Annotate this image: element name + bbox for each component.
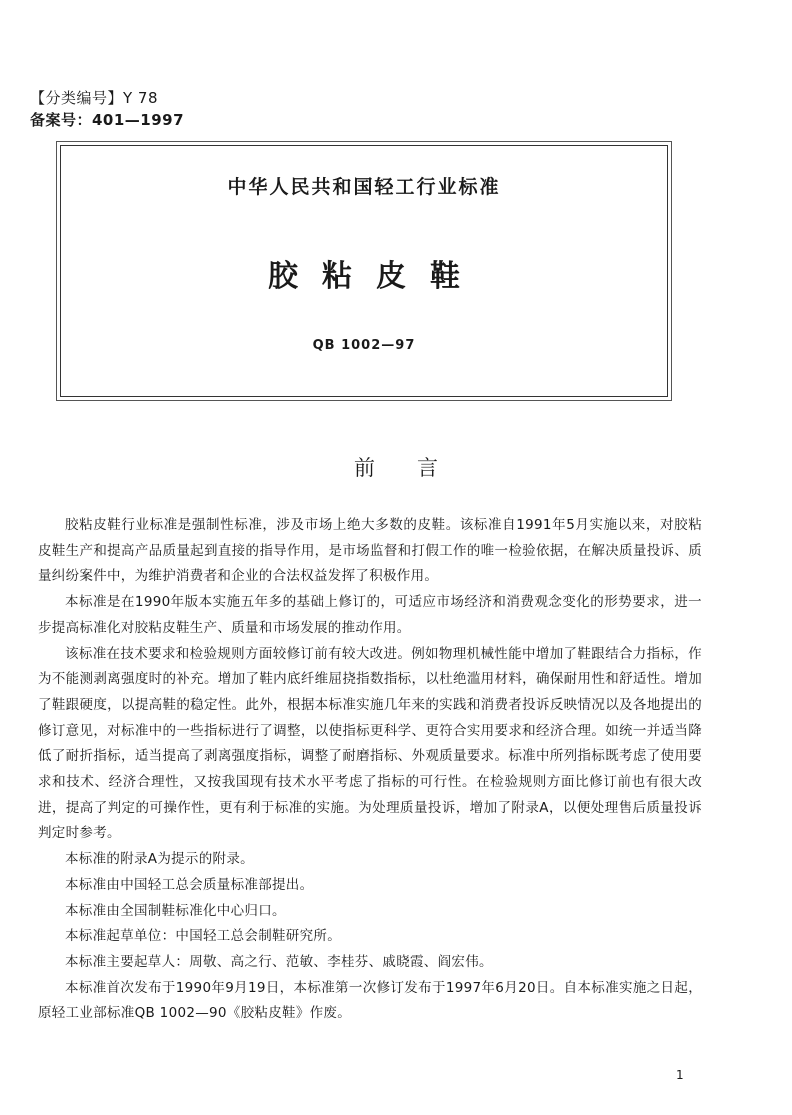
standard-title: 胶粘皮鞋	[268, 259, 484, 294]
foreword-paragraph: 该标准在技术要求和检验规则方面较修订前有较大改进。例如物理机械性能中增加了鞋跟结合力指标，作为不能测剥离强度时的补充。增加了鞋内底纤维屈挠指数指标，以杜绝滥用材料，确保耐用性和舒适性。增加了鞋跟硬度，以提高鞋的稳定性。此外，根据本标准实施几年来的实践和消费者投诉反映情况以及各地提出的修订意见，对标准中的一些指标进行了调整，以使指标更科学、更符合实用要求和经济合理。如统一并适当降低了耐折指标，适当提高了剥离强度指标，调整了耐磨指标、外观质量要求。标准中所列指标既考虑了使用要求和技术、经济合理性，又按我国现有技术水平考虑了指标的可行性。在检验规则方面比修订前也有很大改进，提高了判定的可操作性，更有利于标准的实施。为处理质量投诉，增加了附录A，以便处理售后质量投诉判定时参考。	[38, 645, 702, 842]
record-number: 备案号：401—1997	[30, 111, 185, 129]
cover-title-box	[60, 145, 668, 397]
foreword-paragraph: 本标准起草单位：中国轻工总会制鞋研究所。	[65, 928, 341, 945]
foreword-paragraph: 本标准的附录A为提示的附录。	[65, 851, 254, 868]
foreword-paragraph: 本标准由全国制鞋标准化中心归口。	[65, 902, 286, 919]
foreword-heading: 前言	[354, 456, 480, 480]
foreword-paragraph: 胶粘皮鞋行业标准是强制性标准，涉及市场上绝大多数的皮鞋。该标准自1991年5月实施以来，对胶粘皮鞋生产和提高产品质量起到直接的指导作用，是市场监督和打假工作的唯一检验依据，在解决质量投诉、质量纠纷案件中，为维护消费者和企业的合法权益发挥了积极作用。	[38, 517, 702, 585]
foreword-paragraph: 本标准主要起草人：周敬、高之行、范敏、李桂芬、戚晓霞、阎宏伟。	[65, 953, 493, 970]
foreword-paragraph: 本标准由中国轻工总会质量标准部提出。	[65, 876, 314, 893]
foreword-paragraph: 本标准是在1990年版本实施五年多的基础上修订的，可适应市场经济和消费观念变化的形势要求，进一步提高标准化对胶粘皮鞋生产、质量和市场发展的推动作用。	[38, 594, 702, 636]
standard-code: QB 1002—97	[312, 338, 416, 353]
page-number: 1	[676, 1068, 684, 1082]
classification-number: 【分类编号】Y 78	[30, 89, 159, 107]
issuer-title: 中华人民共和国轻工行业标准	[227, 176, 501, 198]
foreword-body	[38, 513, 702, 1027]
foreword-paragraph: 本标准首次发布于1990年9月19日，本标准第一次修订发布于1997年6月20日。自本标准实施之日起，原轻工业部标准QB 1002—90《胶粘皮鞋》作废。	[38, 979, 702, 1022]
